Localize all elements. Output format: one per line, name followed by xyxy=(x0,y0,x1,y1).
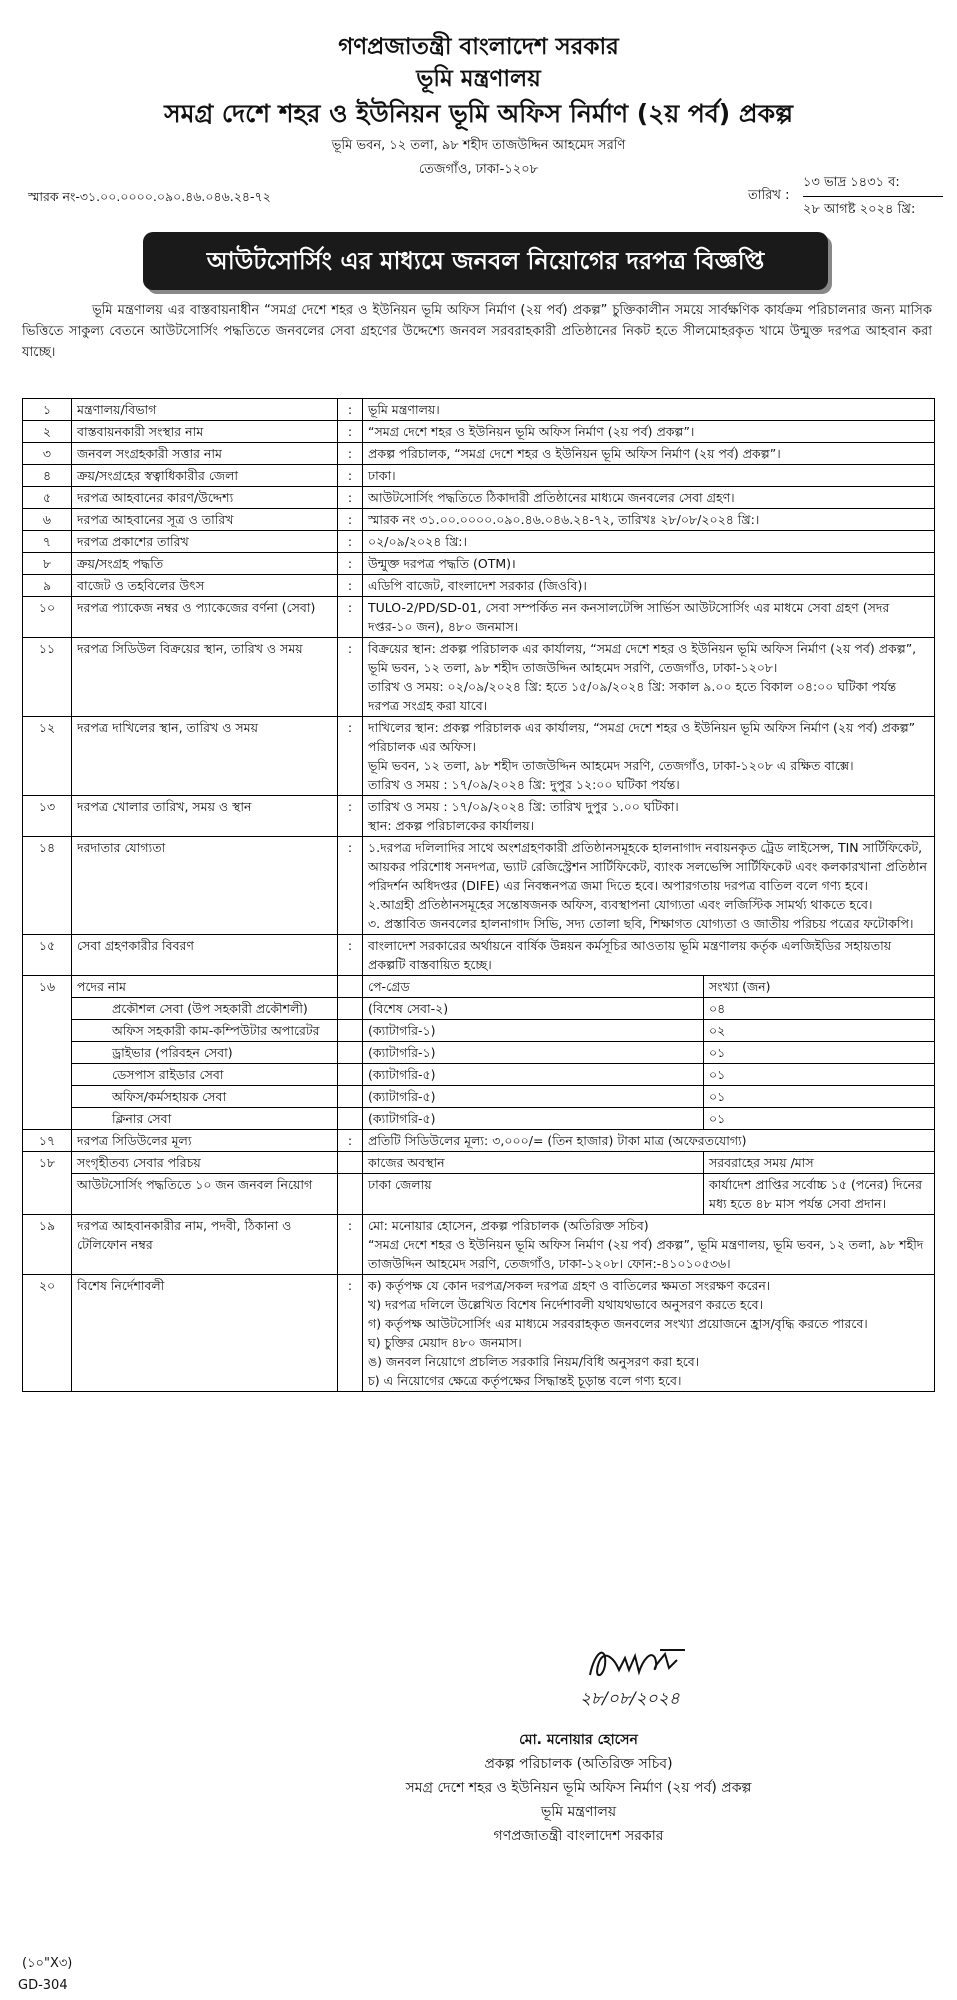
date-english: ২৮ আগষ্ট ২০২৪ খ্রি: xyxy=(803,202,916,217)
instruction-item: ঙ) জনবল নিয়োগে প্রচলিত সরকারি নিয়ম/বিধি অনুসরণ করা হবে। xyxy=(368,1354,700,1369)
row-colon: : xyxy=(338,1275,363,1392)
row-label: দরপত্র আহবানের কারণ/উদ্দেশ্য xyxy=(72,487,338,509)
signatory-name: মো. মনোয়ার হোসেন xyxy=(519,1732,638,1748)
service-desc: আউটসোর্সিং পদ্ধতিতে ১০ জন জনবল নিয়োগ xyxy=(72,1174,338,1215)
project-title: সমগ্র দেশে শহর ও ইউনিয়ন ভূমি অফিস নির্মাণ (২য় পর্ব) প্রকল্প xyxy=(164,99,793,128)
post-name: ডেসপাস রাইডার সেবা xyxy=(72,1064,338,1086)
date-bangla: ১৩ ভাদ্র ১৪৩১ ব: xyxy=(803,173,943,197)
row-value-text: দাখিলের স্থান: প্রকল্প পরিচালক এর কার্যালয়, “সমগ্র দেশে শহর ও ইউনিয়ন ভূমি অফিস নির্মাণ (২য় পর্ব) প্রকল্প” পরিচালক এর অফিস। xyxy=(368,720,916,754)
row-value-text: তারিখ ও সময় : ১৭/০৯/২০২৪ খ্রি: তারিখ দুপুর ১.০০ ঘটিকা। xyxy=(368,799,679,814)
row-value xyxy=(363,421,935,443)
row-colon xyxy=(338,1152,363,1174)
row-value-text: ১.দরপত্র দলিলাদির সাথে অংশগ্রহণকারী প্রতিষ্ঠানসমূহকে হালনাগাদ নবায়নকৃত ট্রেড লাইসেন্স, TIN সার্টিফিকেট, আয়কর পরিশোধ সনদপত্র, ভ্যাট রেজিস্ট্রেশন সার্টিফিকেট, ব্যাংক সলভেন্সি সার্টিফিকেট এবং কলকারখানা প্রতিষ্ঠান পরিদর্শন অধিদপ্তর (DIFE) এর নিবন্ধনপত্র জমা দিতে হবে। অপারগতায় দরপত্র বাতিল বলে গণ্য হবে। xyxy=(368,840,927,893)
row-value-text: এডিপি বাজেট, বাংলাদেশ সরকার (জিওবি)। xyxy=(368,578,587,593)
tender-table xyxy=(22,398,935,1392)
row-colon: : xyxy=(338,399,363,421)
post-grade: (ক্যাটাগরি-৫) xyxy=(363,1086,704,1108)
post-name: প্রকৌশল সেবা (উপ সহকারী প্রকৌশলী) xyxy=(72,998,338,1020)
row-colon xyxy=(338,1042,363,1064)
row-value-text-2: “সমগ্র দেশে শহর ও ইউনিয়ন ভূমি অফিস নির্মাণ (২য় পর্ব) প্রকল্প”, ভূমি মন্ত্রণালয়, ভূমি ভবন, ১২ তলা, ৯৮ শহীদ তাজউদ্দিন আহমেদ সরণি, তেজগাঁও, ঢাকা-১২০৮। ফোন:-৪১০১০৫৩৬। xyxy=(368,1237,924,1271)
post-row xyxy=(23,1064,935,1086)
gov-title: গণপ্রজাতন্ত্রী বাংলাদেশ সরকার xyxy=(338,34,619,60)
service-location-header: কাজের অবস্থান xyxy=(363,1152,704,1174)
row-value-text-2: তারিখ ও সময়: ০২/০৯/২০২৪ খ্রি: হতে ১৫/০৯/২০২৪ খ্রি: সকাল ৯.০০ হতে বিকাল ০৪:০০ ঘটিকা পর্যন্ত দরপত্র সংগ্রহ করা যাবে। xyxy=(368,679,897,713)
row-value-text: “সমগ্র দেশে শহর ও ইউনিয়ন ভূমি অফিস নির্মাণ (২য় পর্ব) প্রকল্প”। xyxy=(368,424,695,439)
row-value xyxy=(363,837,935,935)
row-serial: ৪ xyxy=(23,465,72,487)
table-row xyxy=(23,717,935,796)
row-value-text-3: তারিখ ও সময় : ১৭/০৯/২০২৪ খ্রি: দুপুর ১২:০০ ঘটিকা পর্যন্ত। xyxy=(368,777,680,792)
row-serial: ৬ xyxy=(23,509,72,531)
row-label: দরপত্র সিডিউলের মূল্য xyxy=(72,1130,338,1152)
post-count: ০১ xyxy=(704,1064,935,1086)
post-grade: (বিশেষ সেবা-২) xyxy=(363,998,704,1020)
ad-code: GD-304 xyxy=(18,1978,68,1993)
row-value xyxy=(363,597,935,638)
row-value-text: ভূমি মন্ত্রণালয়। xyxy=(368,402,440,417)
row-serial: ১১ xyxy=(23,638,72,717)
row-colon xyxy=(338,1064,363,1086)
row-value xyxy=(363,717,935,796)
row-colon: : xyxy=(338,487,363,509)
table-row xyxy=(23,443,935,465)
instruction-item: খ) দরপত্র দলিলে উল্লেখিত বিশেষ নির্দেশাবলী যথাযথভাবে অনুসরণ করতে হবে। xyxy=(368,1297,764,1312)
row-colon: : xyxy=(338,531,363,553)
row-colon: : xyxy=(338,443,363,465)
row-colon: : xyxy=(338,717,363,796)
row-colon: : xyxy=(338,638,363,717)
row-colon: : xyxy=(338,553,363,575)
post-row xyxy=(23,998,935,1020)
row-value xyxy=(363,1215,935,1275)
post-name: অফিস/কর্মসহায়ক সেবা xyxy=(72,1086,338,1108)
post-name: ক্লিনার সেবা xyxy=(72,1108,338,1130)
table-row xyxy=(23,465,935,487)
post-row xyxy=(23,1020,935,1042)
post-grade: (ক্যাটাগরি-৫) xyxy=(363,1108,704,1130)
row-label: সেবা গ্রহণকারীর বিবরণ xyxy=(72,935,338,976)
instruction-item: চ) এ নিয়োগের ক্ষেত্রে কর্তৃপক্ষের সিদ্ধান্তই চূড়ান্ত বলে গণ্য হবে। xyxy=(368,1373,682,1388)
row-value-text: ০২/০৯/২০২৪ খ্রি:। xyxy=(368,534,467,549)
row-colon: : xyxy=(338,509,363,531)
signatory-project: সমগ্র দেশে শহর ও ইউনিয়ন ভূমি অফিস নির্মাণ (২য় পর্ব) প্রকল্প xyxy=(405,1780,752,1796)
row-colon: : xyxy=(338,935,363,976)
address-line-2: তেজগাঁও, ঢাকা-১২০৮ xyxy=(418,162,539,177)
table-row xyxy=(23,531,935,553)
signatory-ministry: ভূমি মন্ত্রণালয় xyxy=(540,1804,617,1820)
ministry-title: ভূমি মন্ত্রণালয় xyxy=(416,66,541,92)
post-grade: (ক্যাটাগরি-১) xyxy=(363,1042,704,1064)
table-row xyxy=(23,597,935,638)
row-label: দরপত্র প্যাকেজ নম্বর ও প্যাকেজের বর্ণনা (সেবা) xyxy=(72,597,338,638)
table-row xyxy=(23,1215,935,1275)
row-label: সংগৃহীতব্য সেবার পরিচয় xyxy=(72,1152,338,1174)
row-label: ক্রয়/সংগ্রহ পদ্ধতি xyxy=(72,553,338,575)
row-label: দরপত্র আহবানকারীর নাম, পদবী, ঠিকানা ও টেলিফোন নম্বর xyxy=(72,1215,338,1275)
table-row xyxy=(23,553,935,575)
row-label: বিশেষ নির্দেশাবলী xyxy=(72,1275,338,1392)
row-value xyxy=(363,465,935,487)
row-serial: ২০ xyxy=(23,1275,72,1392)
row-colon xyxy=(338,1020,363,1042)
row-label: দরপত্র আহবানের সূত্র ও তারিখ xyxy=(72,509,338,531)
signatory-gov: গণপ্রজাতন্ত্রী বাংলাদেশ সরকার xyxy=(493,1828,664,1844)
row-value xyxy=(363,399,935,421)
post-row xyxy=(23,1042,935,1064)
table-row xyxy=(23,421,935,443)
row-serial: ৯ xyxy=(23,575,72,597)
notice-banner: আউটসোর্সিং এর মাধ্যমে জনবল নিয়োগের দরপত্র বিজ্ঞপ্তি xyxy=(143,232,828,290)
post-name: ড্রাইভার (পরিবহন সেবা) xyxy=(72,1042,338,1064)
row-value xyxy=(363,487,935,509)
table-row xyxy=(23,399,935,421)
signatory-title: প্রকল্প পরিচালক (অতিরিক্ত সচিব) xyxy=(484,1756,673,1772)
table-row xyxy=(23,837,935,935)
row-colon: : xyxy=(338,796,363,837)
row-colon: : xyxy=(338,1215,363,1275)
row-value-text: TULO-2/PD/SD-01, সেবা সম্পর্কিত নন কনসালটেন্সি সার্ভিস আউটসোর্সিং এর মাধমে সেবা গ্রহণ (সদর দপ্তর-১০ জন), ৪৮০ জনমাস। xyxy=(368,600,890,634)
row-value xyxy=(363,443,935,465)
post-count: ০১ xyxy=(704,1086,935,1108)
table-row xyxy=(23,509,935,531)
post-grade: (ক্যাটাগরি-৫) xyxy=(363,1064,704,1086)
ad-size: (১০"X৩) xyxy=(22,1956,73,1971)
row-value-text: আউটসোর্সিং পদ্ধতিতে ঠিকাদারী প্রতিষ্ঠানের মাধ্যমে জনবলের সেবা গ্রহণ। xyxy=(368,490,735,505)
row-serial: ১০ xyxy=(23,597,72,638)
special-instructions xyxy=(363,1275,935,1392)
row-value: প্রতিটি সিডিউলের মূল্য: ৩,০০০/= (তিন হাজার) টাকা মাত্র (অফেরতযোগ্য) xyxy=(363,1130,935,1152)
table-row xyxy=(23,575,935,597)
row-label: বাজেট ও তহবিলের উৎস xyxy=(72,575,338,597)
row-value-text-2: স্থান: প্রকল্প পরিচালকের কার্যালয়। xyxy=(368,818,535,833)
memo-number: স্মারক নং-৩১.০০.০০০০.০৯০.৪৬.০৪৬.২৪-৭২ xyxy=(28,189,271,204)
row-serial: ১৪ xyxy=(23,837,72,935)
row-serial: ২ xyxy=(23,421,72,443)
row-value xyxy=(363,638,935,717)
row-value-text-2: ২.আগ্রহী প্রতিষ্ঠানসমূহের সন্তোষজনক অফিস, ব্যবস্থাপনা যোগ্যতা এবং লজিস্টিক সামর্থ্য থাকতে হবে। xyxy=(368,897,873,912)
row-serial: ১২ xyxy=(23,717,72,796)
post-count: ০২ xyxy=(704,1020,935,1042)
posts-header-row xyxy=(23,976,935,998)
table-row xyxy=(23,638,935,717)
row-value-text: উন্মুক্ত দরপত্র পদ্ধতি (OTM)। xyxy=(368,556,516,571)
row-label: দরপত্র প্রকাশের তারিখ xyxy=(72,531,338,553)
row-label: দরদাতার যোগ্যতা xyxy=(72,837,338,935)
post-count: ০১ xyxy=(704,1108,935,1130)
post-name: অফিস সহকারী কাম-কম্পিউটার অপারেটর xyxy=(72,1020,338,1042)
row-label: বাস্তবায়নকারী সংস্থার নাম xyxy=(72,421,338,443)
row-serial: ৫ xyxy=(23,487,72,509)
posts-header-name: পদের নাম xyxy=(72,976,338,998)
row-value-text: বাংলাদেশ সরকারের অর্থায়নে বার্ষিক উন্নয়ন কর্মসূচির আওতায় ভূমি মন্ত্রণালয় কর্তৃক এলজিইডির সহায়তায় প্রকল্পটি বাস্তবায়িত হচ্ছে। xyxy=(368,938,892,972)
row-value xyxy=(363,531,935,553)
post-grade: (ক্যাটাগরি-১) xyxy=(363,1020,704,1042)
table-row xyxy=(23,487,935,509)
row-serial: ৭ xyxy=(23,531,72,553)
row-colon xyxy=(338,976,363,998)
post-row xyxy=(23,1086,935,1108)
service-location: ঢাকা জেলায় xyxy=(363,1174,704,1215)
signature-date: ২৮/০৮/২০২৪ xyxy=(580,1689,680,1709)
row-label: ক্রয়/সংগ্রহের স্বত্বাধিকারীর জেলা xyxy=(72,465,338,487)
row-label: দরপত্র সিডিউল বিক্রয়ের স্থান, তারিখ ও সময় xyxy=(72,638,338,717)
table-row xyxy=(23,935,935,976)
row-serial: ৮ xyxy=(23,553,72,575)
row-colon xyxy=(338,1108,363,1130)
row-colon xyxy=(338,998,363,1020)
row-label: দরপত্র খোলার তারিখ, সময় ও স্থান xyxy=(72,796,338,837)
post-count: ০১ xyxy=(704,1042,935,1064)
post-row xyxy=(23,1108,935,1130)
table-row xyxy=(23,1275,935,1392)
row-value-text: স্মারক নং ৩১.০০.০০০০.০৯০.৪৬.০৪৬.২৪-৭২, তারিখঃ ২৮/০৮/২০২৪ খ্রি:। xyxy=(368,512,760,527)
row-colon: : xyxy=(338,597,363,638)
row-value-text: বিক্রয়ের স্থান: প্রকল্প পরিচালক এর কার্যালয়, “সমগ্র দেশে শহর ও ইউনিয়ন ভূমি অফিস নির্মাণ (২য় পর্ব) প্রকল্প”, ভূমি ভবন, ১২ তলা, ৯৮ শহীদ তাজউদ্দিন আহমেদ সরণি, তেজগাঁও, ঢাকা-১২০৮। xyxy=(368,641,917,675)
service-time: কার্যাদেশ প্রাপ্তির সর্বোচ্চ ১৫ (পনের) দিনের মধ্য হতে ৪৮ মাস পর্যন্ত সেবা প্রদান। xyxy=(704,1174,935,1215)
row-colon xyxy=(338,1086,363,1108)
signature-mark xyxy=(585,1640,695,1688)
row-value-text: ঢাকা। xyxy=(368,468,396,483)
table-row xyxy=(23,1152,935,1174)
row-label: মন্ত্রণালয়/বিভাগ xyxy=(72,399,338,421)
row-value-text: মো: মনোয়ার হোসেন, প্রকল্প পরিচালক (অতিরিক্ত সচিব) xyxy=(368,1218,649,1233)
row-colon: : xyxy=(338,837,363,935)
row-value xyxy=(363,935,935,976)
row-serial: ১৩ xyxy=(23,796,72,837)
row-colon: : xyxy=(338,1130,363,1152)
instruction-item: ঘ) চুক্তির মেয়াদ ৪৮০ জনমাস। xyxy=(368,1335,522,1350)
posts-header-count: সংখ্যা (জন) xyxy=(704,976,935,998)
row-serial: ১৯ xyxy=(23,1215,72,1275)
post-count: ০৪ xyxy=(704,998,935,1020)
row-colon xyxy=(338,1174,363,1215)
service-time-header: সরবরাহের সময় /মাস xyxy=(704,1152,935,1174)
row-colon: : xyxy=(338,421,363,443)
row-value xyxy=(363,796,935,837)
row-value-text-3: ৩. প্রস্তাবিত জনবলের হালনাগাদ সিভি, সদ্য তোলা ছবি, শিক্ষাগত যোগ্যতা ও জাতীয় পরিচয় পত্রের ফটোকপি। xyxy=(368,916,914,931)
instruction-item: ক) কর্তৃপক্ষ যে কোন দরপত্র/সকল দরপত্র গ্রহণ ও বাতিলের ক্ষমতা সংরক্ষণ করেন। xyxy=(368,1278,771,1293)
date-label: তারিখ : xyxy=(748,188,790,203)
posts-serial: ১৬ xyxy=(23,976,72,1130)
address-line-1: ভূমি ভবন, ১২ তলা, ৯৮ শহীদ তাজউদ্দিন আহমেদ সরণি xyxy=(331,138,626,153)
row-value-text: প্রকল্প পরিচালক, “সমগ্র দেশে শহর ও ইউনিয়ন ভূমি অফিস নির্মাণ (২য় পর্ব) প্রকল্প”। xyxy=(368,446,781,461)
row-label: জনবল সংগ্রহকারী সত্তার নাম xyxy=(72,443,338,465)
row-colon: : xyxy=(338,575,363,597)
row-label: দরপত্র দাখিলের স্থান, তারিখ ও সময় xyxy=(72,717,338,796)
row-serial: ৩ xyxy=(23,443,72,465)
posts-header-grade: পে-গ্রেড xyxy=(363,976,704,998)
row-serial: ১৮ xyxy=(23,1152,72,1215)
row-value xyxy=(363,553,935,575)
row-serial: ১৭ xyxy=(23,1130,72,1152)
intro-paragraph: ভূমি মন্ত্রণালয় এর বাস্তবায়নাধীন “সমগ্র দেশে শহর ও ইউনিয়ন ভূমি অফিস নির্মাণ (২য় পর্ব) প্রকল্প” চুক্তিকালীন সময়ে সার্বক্ষণিক কার্যক্রম পরিচালনার জন্য মাসিক ভিত্তিতে সাকুল্য বেতনে আউটসোর্সিং পদ্ধতিতে জনবলের সেবা গ্রহণের উদ্দেশ্যে জনবল সরবরাহকারী প্রতিষ্ঠানের নিকট হতে সীলমোহরকৃত খামে উন্মুক্ত দরপত্র আহবান করা যাচ্ছে। xyxy=(22,303,932,360)
table-row xyxy=(23,796,935,837)
row-value-text-2: ভূমি ভবন, ১২ তলা, ৯৮ শহীদ তাজউদ্দিন আহমেদ সরণি, তেজগাঁও, ঢাকা-১২০৮ এ রক্ষিত বাক্সে। xyxy=(368,758,854,773)
row-serial: ১৫ xyxy=(23,935,72,976)
row-value xyxy=(363,575,935,597)
row-colon: : xyxy=(338,465,363,487)
table-row xyxy=(23,1130,935,1152)
row-value xyxy=(363,509,935,531)
table-row xyxy=(23,1174,935,1215)
row-serial: ১ xyxy=(23,399,72,421)
instruction-item: গ) কর্তৃপক্ষ আউটসোর্সিং এর মাধ্যমে সরবরাহকৃত জনবলের সংখ্যা প্রয়োজনে হ্রাস/বৃদ্ধি করতে পারবে। xyxy=(368,1316,868,1331)
